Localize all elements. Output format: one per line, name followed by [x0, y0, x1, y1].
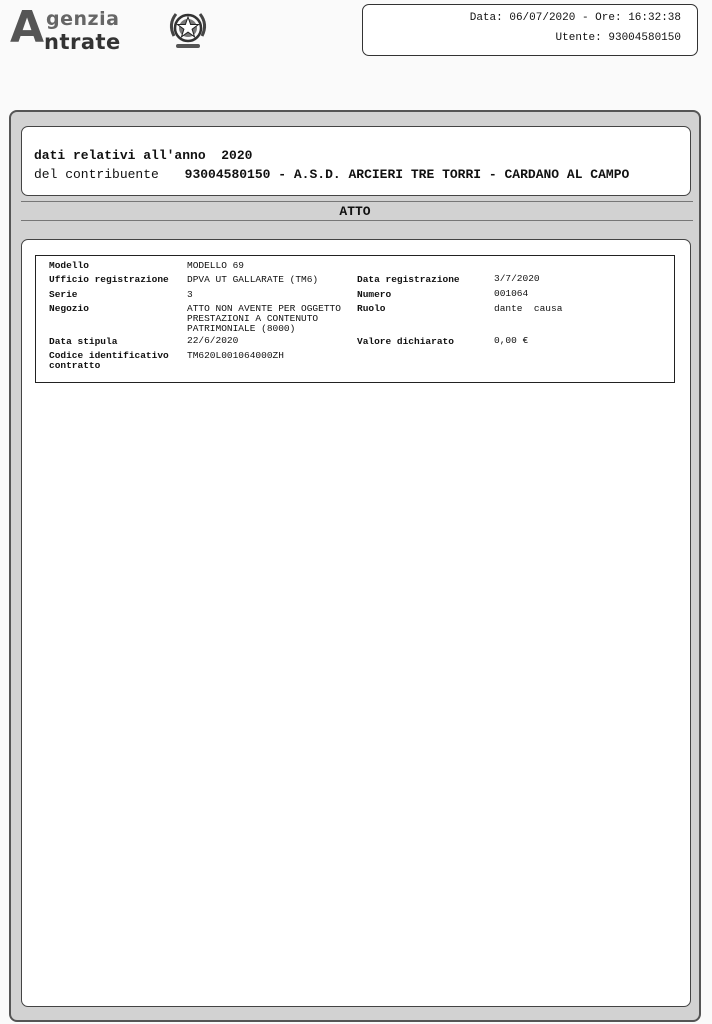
negozio-value-line3: PATRIMONIALE (8000)	[187, 323, 296, 334]
content-box	[21, 239, 691, 1007]
negozio-value-line1: ATTO NON AVENTE PER OGGETTO	[187, 303, 341, 314]
modello-value: MODELLO 69	[187, 260, 245, 271]
logo-text-line2: ntrate	[44, 30, 121, 54]
time-value: 16:32:38	[628, 12, 681, 24]
valore-dichiarato-value: 0,00 €	[494, 335, 529, 346]
logo-text-line1: genzia	[46, 8, 120, 30]
numero-value: 001064	[494, 288, 529, 299]
year-line: dati relativi all'anno 2020	[34, 148, 253, 163]
agenzia-entrate-logo	[8, 4, 208, 56]
section-title: ATTO	[339, 204, 371, 219]
session-info-box	[362, 4, 698, 56]
negozio-value-line2: PRESTAZIONI A CONTENUTO	[187, 313, 319, 324]
valore-dichiarato-label: Valore dichiarato	[357, 336, 454, 347]
data-stipula-label: Data stipula	[49, 336, 118, 347]
user-value: 93004580150	[608, 32, 681, 44]
year-value: 2020	[221, 148, 253, 163]
ufficio-label: Ufficio registrazione	[49, 274, 169, 285]
data-registrazione-label: Data registrazione	[357, 274, 460, 285]
codice-label-line2: contratto	[49, 360, 101, 371]
serie-value: 3	[187, 289, 193, 300]
user-row: Utente: 93004580150	[555, 32, 681, 44]
document-frame	[9, 110, 701, 1022]
data-stipula-value: 22/6/2020	[187, 335, 239, 346]
title-box	[21, 126, 691, 196]
numero-label: Numero	[357, 289, 392, 300]
codice-label-line1: Codice identificativo	[49, 350, 169, 361]
codice-value: TM620L001064000ZH	[187, 350, 284, 361]
ruolo-label: Ruolo	[357, 303, 386, 314]
date-time-row: Data: 06/07/2020 - Ore: 16:32:38	[469, 12, 681, 24]
ufficio-value: DPVA UT GALLARATE (TM6)	[187, 274, 319, 285]
date-value: 06/07/2020	[509, 12, 576, 24]
section-divider-bottom	[21, 220, 693, 221]
atto-details-table	[35, 255, 675, 383]
section-divider-top	[21, 201, 693, 202]
negozio-label: Negozio	[49, 303, 89, 314]
ruolo-value: dante causa	[494, 303, 563, 314]
serie-label: Serie	[49, 289, 78, 300]
italian-republic-emblem-icon	[166, 6, 210, 52]
logo-initial: A	[10, 2, 45, 53]
data-registrazione-value: 3/7/2020	[494, 273, 540, 284]
modello-label: Modello	[49, 260, 89, 271]
taxpayer-line: del contribuente 93004580150 - A.S.D. ARCIERI TRE TORRI - CARDANO AL CAMPO	[34, 167, 630, 182]
taxpayer-value: 93004580150 - A.S.D. ARCIERI TRE TORRI - CARDANO AL CAMPO	[184, 167, 630, 182]
